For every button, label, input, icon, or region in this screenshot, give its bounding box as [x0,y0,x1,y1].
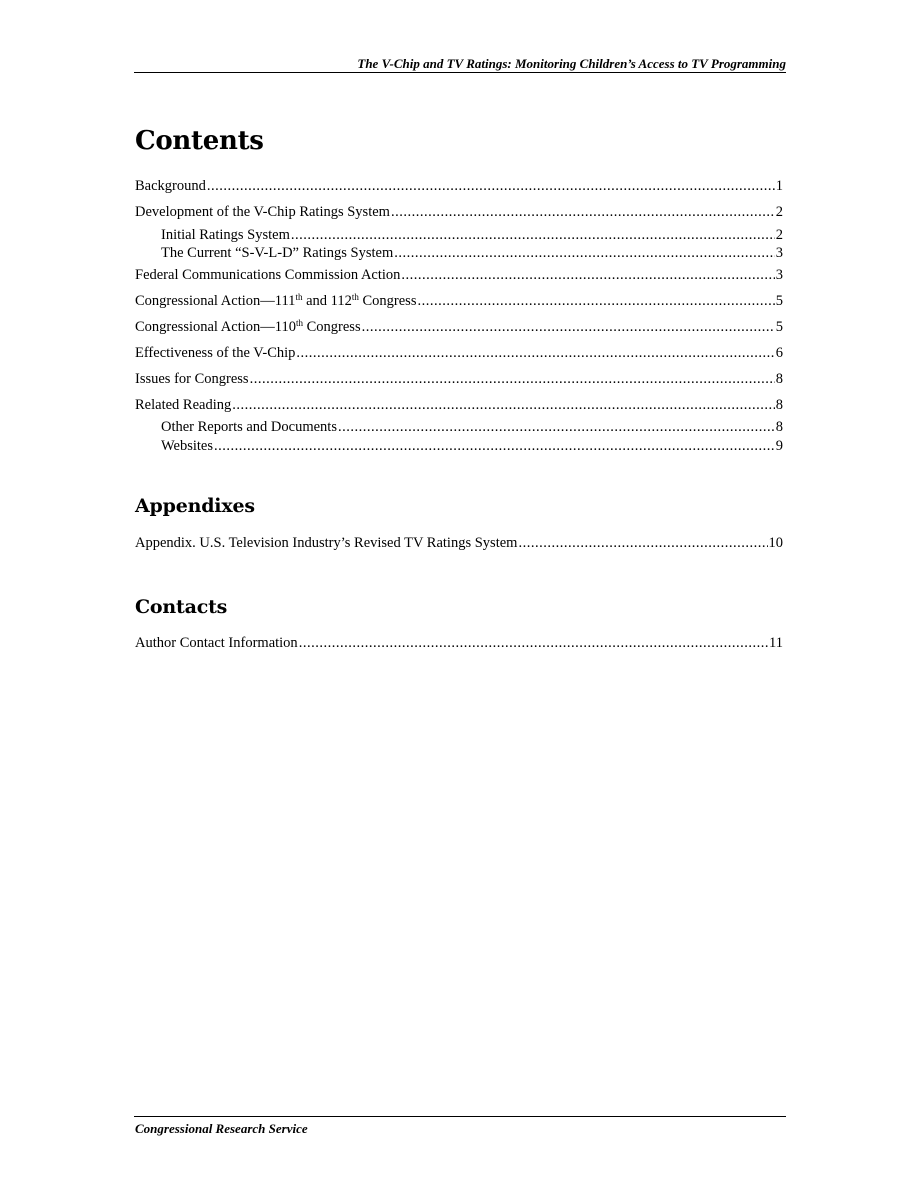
toc-page-number: 8 [775,397,783,413]
contents-heading: Contents [135,126,264,156]
toc-page-number: 9 [775,438,783,454]
toc-entry-appendix-ratings-system[interactable] [135,534,783,552]
toc-page-number: 8 [775,371,783,387]
toc-entry-title: Author Contact Information [135,635,298,651]
toc-entry-title: Development of the V-Chip Ratings System [135,204,390,220]
toc-page-number: 8 [775,419,783,435]
toc-entry-related-reading[interactable] [135,396,783,414]
toc-entry-websites[interactable] [161,437,783,455]
toc-entry-title: Congressional Action—110th Congress [135,318,361,335]
running-footer-publisher: Congressional Research Service [135,1121,308,1136]
toc-leader-dots [250,370,775,388]
toc-leader-dots [291,226,775,244]
toc-page-number: 5 [775,319,783,335]
toc-leader-dots [338,418,775,436]
toc-entry-congressional-action-111-112[interactable] [135,292,783,310]
toc-entry-current-svld-ratings-system[interactable] [161,244,783,262]
toc-leader-dots [401,266,774,284]
toc-entry-title: Congressional Action—111th and 112th Congress [135,292,417,309]
toc-entry-title: Related Reading [135,397,232,413]
toc-entry-initial-ratings-system[interactable] [161,226,783,244]
toc-entry-fcc-action[interactable] [135,266,783,284]
toc-entry-other-reports-and-documents[interactable] [161,418,783,436]
toc-entry-author-contact-information[interactable] [135,634,783,652]
toc-entry-development-of-ratings-system[interactable] [135,203,783,221]
appendixes-heading: Appendixes [135,495,255,517]
toc-entry-title: Other Reports and Documents [161,419,337,435]
toc-leader-dots [232,396,775,414]
toc-leader-dots [417,292,774,310]
toc-leader-dots [296,344,774,362]
header-divider [134,72,786,73]
toc-page-number: 3 [775,267,783,283]
toc-leader-dots [391,203,775,221]
toc-entry-title: Background [135,178,206,194]
toc-page-number: 11 [769,635,783,651]
footer-divider [134,1116,786,1117]
toc-entry-title: Effectiveness of the V-Chip [135,345,296,361]
toc-page-number: 6 [775,345,783,361]
toc-entry-title: Issues for Congress [135,371,249,387]
toc-entry-effectiveness-of-v-chip[interactable] [135,344,783,362]
toc-leader-dots [207,177,775,195]
toc-page-number: 2 [775,204,783,220]
toc-leader-dots [214,437,775,455]
toc-entry-title: Appendix. U.S. Television Industry’s Revised TV Ratings System [135,535,518,551]
toc-page-number: 3 [775,245,783,261]
toc-entry-title: The Current “S-V-L-D” Ratings System [161,245,394,261]
toc-page-number: 5 [775,293,783,309]
toc-page-number: 2 [775,227,783,243]
toc-entry-issues-for-congress[interactable] [135,370,783,388]
toc-leader-dots [362,318,775,336]
toc-leader-dots [394,244,775,262]
running-header-title: The V-Chip and TV Ratings: Monitoring Children’s Access to TV Programming [357,56,786,71]
toc-entry-title: Federal Communications Commission Action [135,267,401,283]
toc-page-number: 10 [768,535,783,551]
contacts-heading: Contacts [135,596,228,618]
toc-page-number: 1 [775,178,783,194]
toc-entry-background[interactable] [135,177,783,195]
toc-leader-dots [518,534,767,552]
toc-entry-title: Initial Ratings System [161,227,290,243]
toc-leader-dots [299,634,768,652]
toc-entry-congressional-action-110[interactable] [135,318,783,336]
toc-entry-title: Websites [161,438,213,454]
